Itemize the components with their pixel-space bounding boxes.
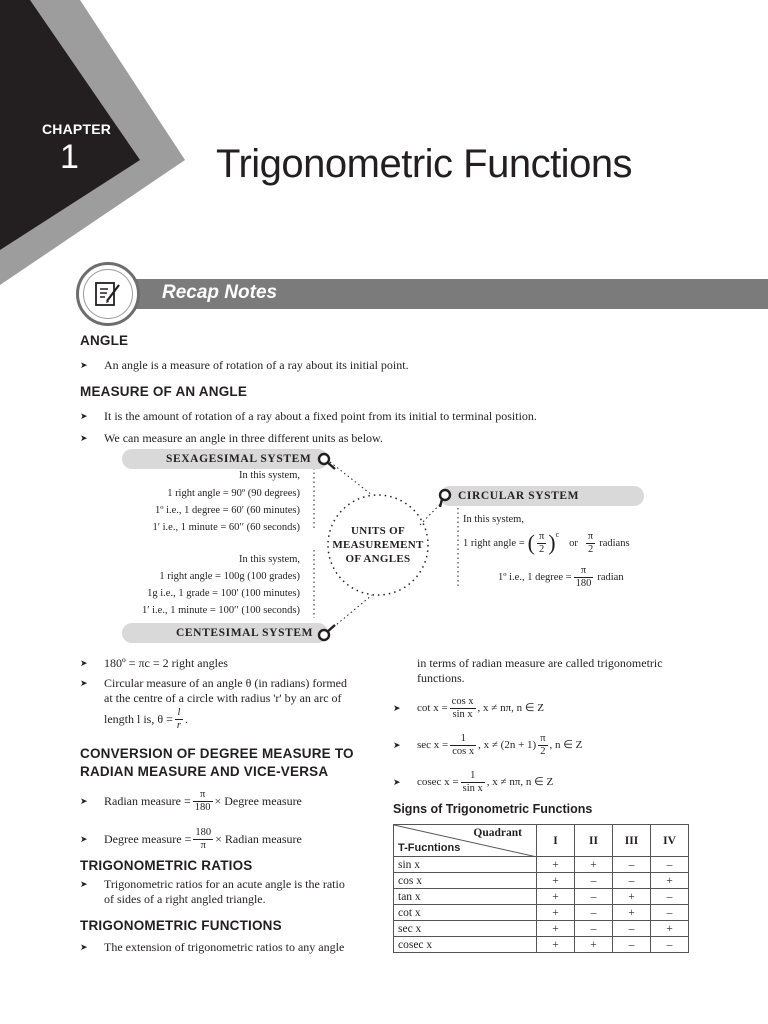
angle-heading: ANGLE [80,333,129,348]
signs-table [393,824,689,953]
chapter-banner [0,0,200,285]
sign-cell: – [575,889,613,905]
sexagesimal-line: 1º i.e., 1 degree = 60′ (60 minutes) [154,505,300,516]
arrow-bullet-icon: ➤ [80,879,88,889]
mindmap-center: UNITS OF MEASUREMENT OF ANGLES [332,525,424,565]
arrow-bullet-icon: ➤ [80,942,88,952]
sign-cell: – [613,873,651,889]
sexagesimal-line: In this system, [239,470,300,481]
sign-cell: + [537,889,575,905]
pin-icon [432,487,454,509]
sign-cell: + [537,905,575,921]
arrow-bullet-icon: ➤ [80,678,88,688]
sign-cell: – [613,937,651,953]
function-name-cell: sin x [394,857,537,873]
table-row [394,937,689,953]
centesimal-pill: CENTESIMAL SYSTEM [122,623,328,643]
sign-cell: – [575,905,613,921]
list-item: ➤ It is the amount of rotation of a ray about a fixed point from its initial to terminal position. [80,409,537,423]
sign-cell: – [651,889,689,905]
sign-cell: – [575,873,613,889]
sign-cell: – [613,857,651,873]
signs-table-heading: Signs of Trigonometric Functions [393,802,593,816]
quadrant-header: IV [651,825,689,857]
table-row [394,921,689,937]
arrow-bullet-icon: ➤ [80,411,88,421]
pin-icon [316,622,338,644]
arrow-bullet-icon: ➤ [80,658,88,668]
list-item: ➤ The extension of trigonometric ratios to any angle [80,940,345,954]
function-name-cell: cot x [394,905,537,921]
functions-heading: TRIGONOMETRIC FUNCTIONS [80,918,282,933]
ratios-heading: TRIGONOMETRIC RATIOS [80,858,253,873]
sexagesimal-pill: SEXAGESIMAL SYSTEM [122,449,328,469]
chapter-number: 1 [60,138,79,176]
list-item: ➤ Circular measure of an angle θ (in radians) formed at the centre of a circle with radius 'r' by an arc of length l is, θ = $\frac{l}{r}$ . [80,676,347,731]
function-name-cell: sec x [394,921,537,937]
list-item: ➤ 180º = πc = 2 right angles [80,656,228,670]
quadrant-header: I [537,825,575,857]
quadrant-header: III [613,825,651,857]
sexagesimal-line: 1 right angle = 90º (90 degrees) [167,488,300,499]
sign-cell: – [651,905,689,921]
table-row [394,873,689,889]
sign-cell: – [613,921,651,937]
centesimal-line: 1 right angle = 100g (100 grades) [159,571,300,582]
sign-cell: – [651,937,689,953]
measure-heading: MEASURE OF AN ANGLE [80,384,248,399]
pin-icon [316,450,338,472]
sign-cell: + [651,873,689,889]
arrow-bullet-icon: ➤ [393,703,401,713]
sign-cell: – [575,921,613,937]
arrow-bullet-icon: ➤ [393,777,401,787]
list-item: ➤ Trigonometric ratios for an acute angle is the ratio of sides of a right angled triangle. [80,877,345,906]
table-row [394,857,689,873]
arrow-bullet-icon: ➤ [80,834,88,844]
recap-label: Recap Notes [162,282,278,303]
arrow-bullet-icon: ➤ [80,433,88,443]
circular-intro: In this system, [463,514,524,525]
circular-degree: 1º i.e., 1 degree = $\frac{\pi}{180}$ radian [498,564,624,589]
list-item: ➤ An angle is a measure of rotation of a ray about its initial point. [80,358,409,372]
signs-table-body [394,857,689,953]
page-title: Trigonometric Functions [216,142,633,186]
centesimal-line: In this system, [239,554,300,565]
sign-cell: – [651,857,689,873]
sign-cell: + [537,873,575,889]
functions-continuation: in terms of radian measure are called trigonometric functions. [417,656,663,685]
sign-cell: + [651,921,689,937]
sign-cell: + [537,857,575,873]
list-item: ➤ sec x = $\frac{1}{\text{cos x}}$ , x ≠ (2n + 1) $\frac{\pi}{2}$ , n ∈ Z [393,732,583,757]
circular-right-angle: 1 right angle = ( $\frac{\pi}{2}$ ) $^c$ or $\frac{\pi}{2}$ radians [463,530,630,555]
quadrant-header: II [575,825,613,857]
circular-pill: CIRCULAR SYSTEM [440,486,644,506]
function-name-cell: cos x [394,873,537,889]
table-row [394,889,689,905]
list-item: ➤ Degree measure = $\frac{180}{\pi}$ × Radian measure [80,826,302,851]
sexagesimal-line: 1′ i.e., 1 minute = 60′′ (60 seconds) [152,522,300,533]
centesimal-line: 1′ i.e., 1 minute = 100′′ (100 seconds) [141,605,300,616]
list-item: ➤ cot x = $\frac{\text{cos x}}{\text{sin x}}$ , x ≠ nπ, n ∈ Z [393,695,544,720]
list-item: ➤ cosec x = $\frac{1}{\text{sin x}}$ , x ≠ nπ, n ∈ Z [393,769,554,794]
list-item: ➤ We can measure an angle in three different units as below. [80,431,383,445]
sign-cell: + [613,905,651,921]
table-row [394,905,689,921]
table-header-row [394,825,689,857]
conversion-heading: CONVERSION OF DEGREE MEASURE TO RADIAN MEASURE AND VICE-VERSA [80,746,354,779]
arrow-bullet-icon: ➤ [80,796,88,806]
arrow-bullet-icon: ➤ [80,360,88,370]
table-corner-cell: Quadrant T-Fucntions [394,825,537,857]
function-name-cell: tan x [394,889,537,905]
arrow-bullet-icon: ➤ [393,740,401,750]
sign-cell: + [613,889,651,905]
sign-cell: + [537,937,575,953]
centesimal-line: 1g i.e., 1 grade = 100′ (100 minutes) [147,588,300,599]
sign-cell: + [575,937,613,953]
notepad-pencil-icon [93,279,123,309]
sign-cell: + [575,857,613,873]
chapter-label: CHAPTER [42,121,112,137]
list-item: ➤ Radian measure = $\frac{\pi}{180}$ × Degree measure [80,788,302,813]
function-name-cell: cosec x [394,937,537,953]
sign-cell: + [537,921,575,937]
